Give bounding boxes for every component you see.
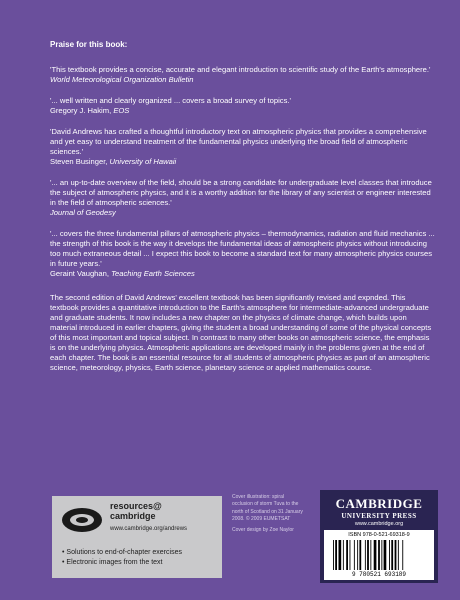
quote-text: 'David Andrews has crafted a thoughtful introductory text on atmospheric physics that provides a comprehensive and yet easy to understand treatment of the fundamental physics underlying the broad field of atmospheric sciences.' [50, 126, 427, 156]
quote-4 [50, 178, 435, 218]
quote-source-publication: University of Hawaii [109, 156, 177, 166]
quote-source-name: Geraint Vaughan, [50, 268, 109, 278]
praise-heading: Praise for this book: [50, 40, 128, 49]
cover-credits [232, 494, 304, 538]
book-description [50, 293, 435, 373]
quote-text: '... well written and clearly organized ... covers a broad survey of topics.' [50, 95, 291, 105]
quote-source-name: Steven Businger, [50, 156, 108, 166]
quote-source-publication: Teaching Earth Sciences [111, 268, 195, 278]
publisher-name: CAMBRIDGE [335, 496, 423, 511]
quote-source [50, 75, 435, 85]
quote-source-name: Gregory J. Hakim, [50, 105, 112, 115]
resources-url: www.cambridge.org/andrews [110, 526, 188, 532]
resources-list [62, 548, 182, 568]
resources-box [52, 496, 222, 578]
isbn: ISBN 978-0-521-69318-9 [348, 532, 410, 538]
publisher-subtitle: UNIVERSITY PRESS [341, 512, 417, 520]
quote-source [50, 208, 435, 218]
quote-text: '... an up-to-date overview of the field, should be a strong candidate for undergraduate level classes that introduce the subject of atmospheric physics, and it is a worthy addition for the library of any scientist or engineer interested in the field of atmospheric sciences.' [50, 177, 432, 207]
description-text: The second edition of David Andrews' excellent textbook has been significantly revised and expnded. This textbook provides a quantitative introduction to the Earth's atmosphere for intermediate-advanced undergraduate and graduate students. It now includes a new chapter on the physics of climate change, which builds upon material introduced in earlier chapters, giving the student a broad understanding of some of the physical concepts of this most important and topical subject. In contrast to many other books on atmospheric science, the emphasis is on the underlying physics. Atmospheric applications are developed mainly in the problems given at the end of each chapter. The book is an essential resource for all students of atmospheric physics as part of an atmospheric science, meteorology, physics, Earth science, planetary science or applied mathematics course. [50, 292, 432, 372]
resources-title-line1: resources@ [110, 501, 162, 511]
back-cover-text [50, 40, 435, 373]
quote-source [50, 157, 435, 167]
quote-2 [50, 96, 435, 116]
quote-3 [50, 127, 435, 167]
quote-5 [50, 229, 435, 279]
design-credit: Cover design by Zoe Naylor [232, 527, 294, 533]
quote-text: '... covers the three fundamental pillars of atmospheric physics – thermodynamics, radiation and fluid mechanics ... the strength of this book is the way it develops the fundamental ideas of atmospheric physics without introducing too much extraneous detail ... I expect this book to become a standard text for many atmospheric physics courses in future years.' [50, 228, 435, 268]
quote-source-publication: World Meteorological Organization Bulletin [50, 74, 194, 84]
quote-source-publication: Journal of Geodesy [50, 207, 116, 217]
barcode-area [324, 530, 434, 580]
quote-source-publication: EOS [113, 105, 130, 115]
quote-text: 'This textbook provides a concise, accurate and elegant introduction to scientific study of the Earth's atmosphere.' [50, 64, 431, 74]
barcode-number: 9 780521 693189 [351, 571, 406, 578]
quote-source [50, 269, 435, 279]
resources-title [110, 502, 162, 522]
quote-source [50, 106, 435, 116]
resources-title-line2: cambridge [110, 510, 156, 521]
publisher-box [320, 490, 438, 583]
resources-item: • Electronic images from the text [62, 559, 163, 567]
publisher-url: www.cambridge.org [354, 521, 404, 527]
illustration-credit: Cover illustration: spiral occlusion of storm Tuva to the north of Scotland on 31 January 2008. © 2009 EUMETSAT [232, 494, 303, 522]
resources-globe-icon [60, 504, 104, 536]
quote-1 [50, 65, 435, 85]
resources-item: • Solutions to end-of-chapter exercises [62, 549, 182, 556]
barcode-icon [332, 540, 426, 570]
